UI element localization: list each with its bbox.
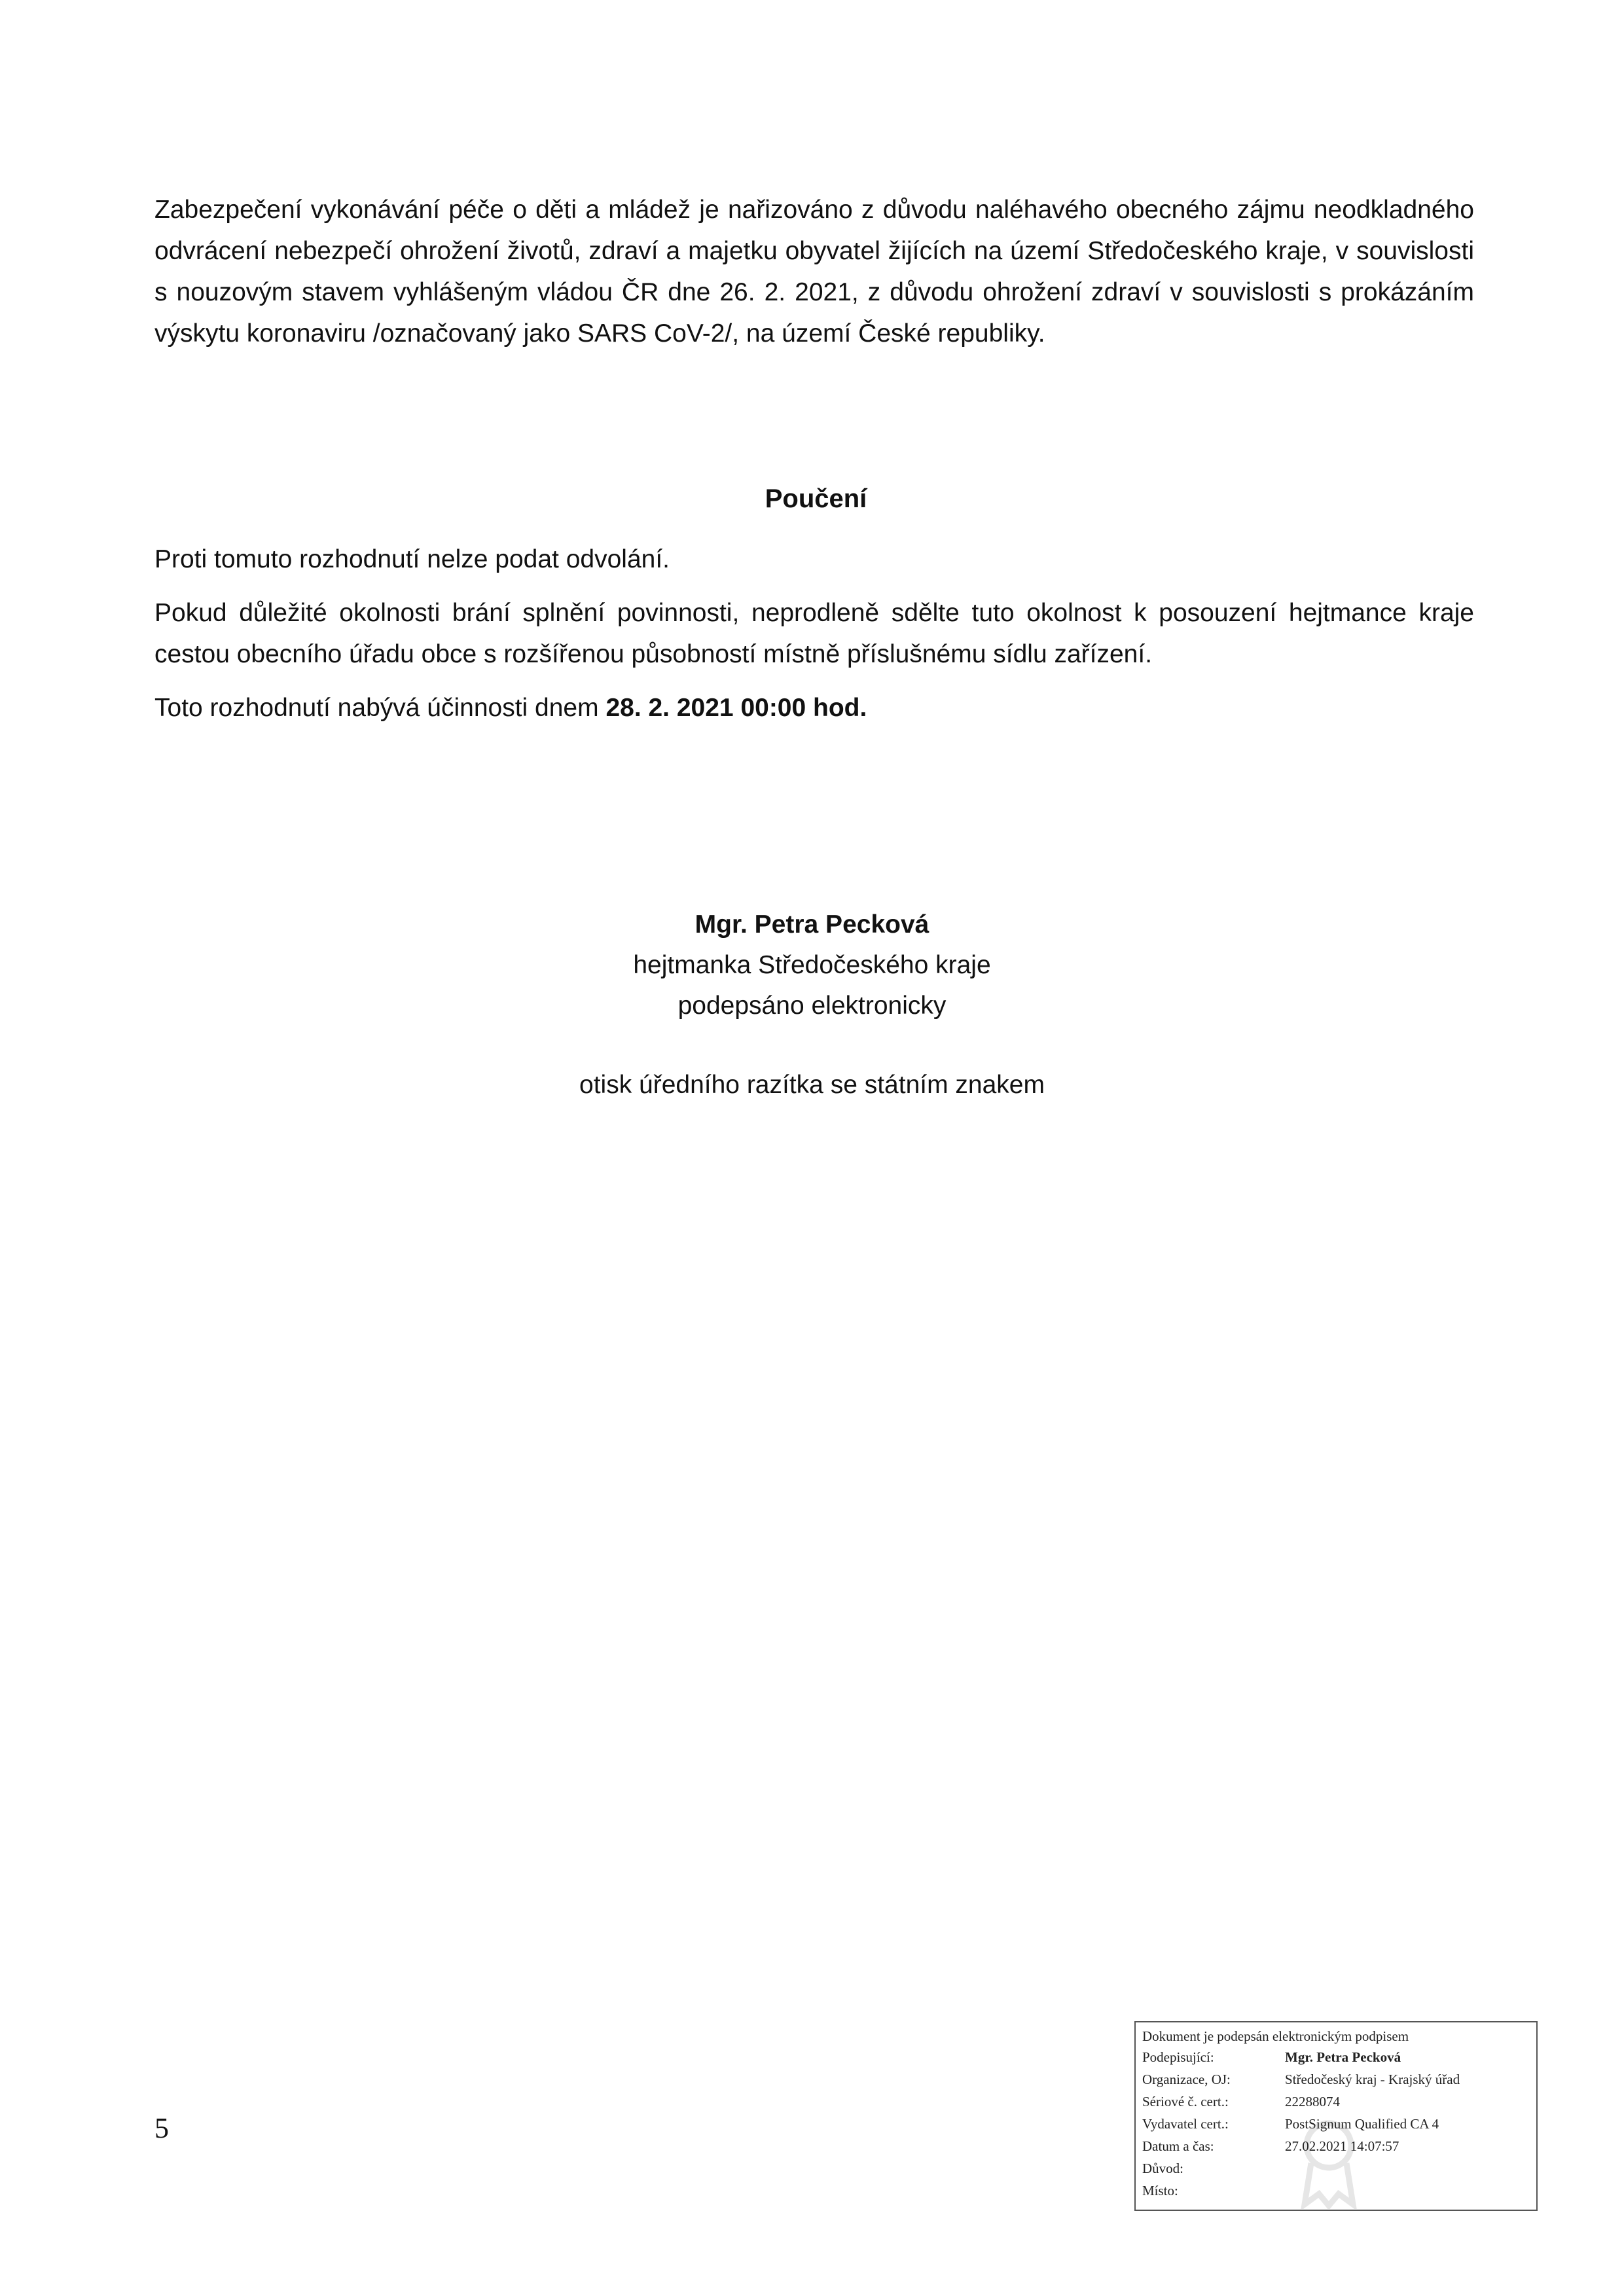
electronic-signature-box xyxy=(1134,2021,1538,2211)
signature-row-label: Datum a čas: xyxy=(1142,2138,1214,2154)
signature-row-label: Vydavatel cert.: xyxy=(1142,2116,1229,2132)
signature-row-datetime xyxy=(1142,2135,1532,2157)
signatory-name: Mgr. Petra Pecková xyxy=(695,910,929,939)
obstacle-notice: Pokud důležité okolnosti brání splnění povinnosti, neprodleně sdělte tuto okolnost k posouzení hejtmance kraje cestou obecního úřadu obce s rozšířenou působností místně příslušnému sídlu zařízení. xyxy=(154,599,1474,668)
signed-electronically-note: podepsáno elektronicky xyxy=(677,992,947,1020)
signature-row-issuer xyxy=(1142,2113,1532,2135)
signature-row-value: 27.02.2021 14:07:57 xyxy=(1285,2138,1399,2154)
effective-date-prefix: Toto rozhodnutí nabývá účinnosti dnem xyxy=(154,694,606,722)
signature-row-label: Organizace, OJ: xyxy=(1142,2072,1231,2087)
signature-row-label: Důvod: xyxy=(1142,2161,1183,2176)
signature-row-label: Podepisující: xyxy=(1142,2049,1214,2065)
signature-row-value: Mgr. Petra Pecková xyxy=(1285,2049,1401,2065)
signature-row-value: PostSignum Qualified CA 4 xyxy=(1285,2116,1439,2132)
signature-row-value: Středočeský kraj - Krajský úřad xyxy=(1285,2072,1460,2087)
signatory-role: hejtmanka Středočeského kraje xyxy=(633,951,991,979)
page-number: 5 xyxy=(154,2112,169,2144)
effective-date: 28. 2. 2021 00:00 hod. xyxy=(605,694,867,722)
signature-box-title: Dokument je podepsán elektronickým podpisem xyxy=(1142,2028,1409,2044)
signature-row-label: Místo: xyxy=(1142,2183,1178,2198)
intro-paragraph: Zabezpečení vykonávání péče o děti a mládež je nařizováno z důvodu naléhavého obecného zájmu neodkladného odvrácení nebezpečí ohrožení životů, zdraví a majetku obyvatel žijících na území Středočeského kraje, v souvislosti s nouzovým stavem vyhlášeným vládou ČR dne 26. 2. 2021, z důvodu ohrožení zdraví v souvislosti s prokázáním výskytu koronaviru /označovaný jako SARS CoV-2/, na území České republiky. xyxy=(154,196,1474,348)
signature-row-label: Sériové č. cert.: xyxy=(1142,2094,1229,2109)
signature-row-signer xyxy=(1142,2046,1532,2068)
signature-row-value: 22288074 xyxy=(1285,2094,1340,2109)
signature-row-serial xyxy=(1142,2090,1532,2113)
appeal-notice: Proti tomuto rozhodnutí nelze podat odvolání. xyxy=(154,545,670,573)
section-heading: Poučení xyxy=(765,484,867,513)
signature-row-organization xyxy=(1142,2068,1532,2090)
signature-row-place xyxy=(1142,2179,1532,2202)
official-stamp-note: otisk úředního razítka se státním znakem xyxy=(579,1071,1045,1099)
signature-row-reason xyxy=(1142,2157,1532,2179)
effective-date-paragraph xyxy=(154,687,1474,728)
